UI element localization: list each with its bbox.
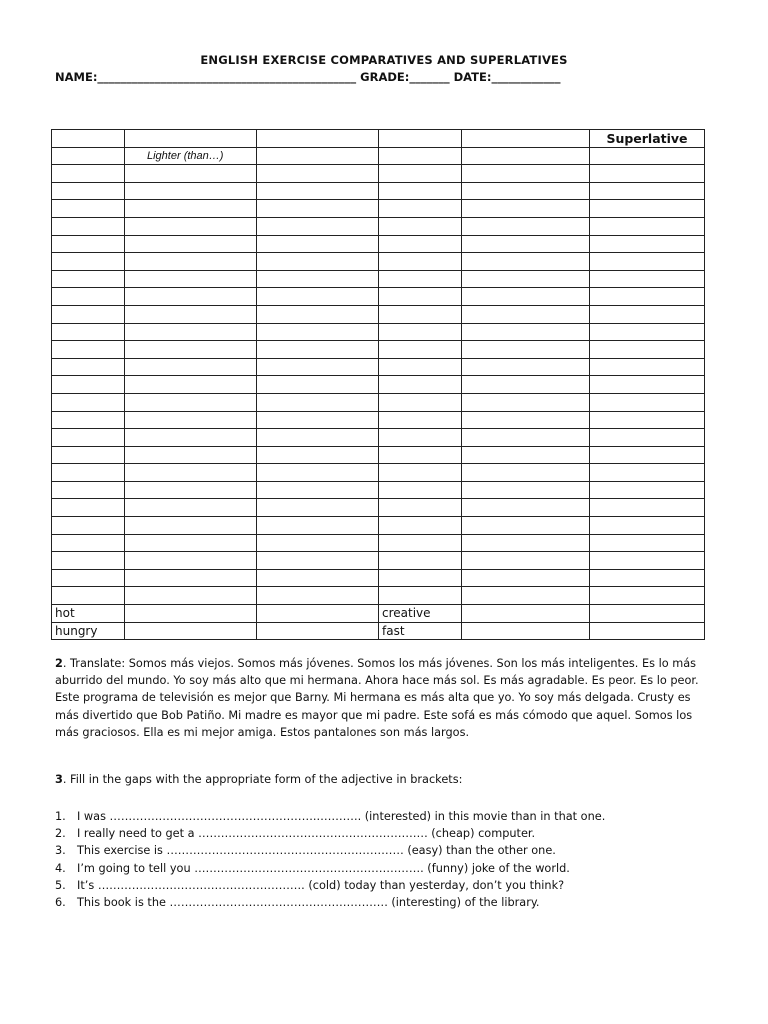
student-info-line: NAME:_____________________________________________ GRADE:_______ DATE:____________	[55, 70, 561, 84]
table-cell[interactable]	[257, 534, 379, 552]
table-cell[interactable]	[257, 200, 379, 218]
table-cell[interactable]	[125, 323, 257, 341]
table-cell[interactable]	[125, 130, 257, 148]
table-cell[interactable]	[462, 393, 590, 411]
table-cell[interactable]	[125, 429, 257, 447]
table-cell[interactable]	[462, 569, 590, 587]
worksheet-title: ENGLISH EXERCISE COMPARATIVES AND SUPERLATIVES	[200, 53, 568, 67]
table-cell[interactable]	[379, 341, 462, 359]
table-cell[interactable]	[257, 341, 379, 359]
table-cell[interactable]	[125, 270, 257, 288]
list-item	[55, 877, 605, 894]
table-cell[interactable]	[379, 464, 462, 482]
table-cell[interactable]	[462, 182, 590, 200]
table-cell[interactable]	[125, 552, 257, 570]
table-cell[interactable]	[590, 147, 705, 165]
table-cell[interactable]	[590, 411, 705, 429]
table-cell[interactable]	[257, 464, 379, 482]
table-cell[interactable]	[379, 569, 462, 587]
instructions-text: . Fill in the gaps with the appropriate form of the adjective in brackets:	[62, 773, 463, 786]
superlative-header: Superlative	[590, 130, 705, 148]
table-cell[interactable]	[462, 305, 590, 323]
item-number: 1.	[55, 810, 66, 823]
table-cell[interactable]	[257, 182, 379, 200]
table-cell[interactable]	[590, 217, 705, 235]
table-cell[interactable]	[125, 517, 257, 535]
table-row	[52, 165, 705, 183]
table-cell[interactable]	[52, 200, 125, 218]
table-cell[interactable]	[125, 605, 257, 623]
table-cell[interactable]	[590, 165, 705, 183]
table-cell[interactable]	[462, 499, 590, 517]
table-cell[interactable]	[257, 323, 379, 341]
table-cell[interactable]	[257, 130, 379, 148]
table-cell[interactable]	[257, 165, 379, 183]
table-cell[interactable]	[590, 341, 705, 359]
table-cell[interactable]	[52, 569, 125, 587]
table-cell[interactable]	[379, 323, 462, 341]
table-row	[52, 305, 705, 323]
table-cell[interactable]	[257, 288, 379, 306]
table-cell[interactable]	[257, 393, 379, 411]
table-row	[52, 481, 705, 499]
table-cell[interactable]	[462, 464, 590, 482]
table-cell[interactable]	[590, 534, 705, 552]
table-row	[52, 429, 705, 447]
table-cell: creative	[379, 605, 462, 623]
table-cell[interactable]	[257, 552, 379, 570]
table-cell[interactable]	[590, 323, 705, 341]
table-row	[52, 622, 705, 640]
table-cell[interactable]	[125, 165, 257, 183]
list-item	[55, 842, 605, 859]
table-cell[interactable]	[257, 270, 379, 288]
table-cell[interactable]	[590, 481, 705, 499]
item-number: 6.	[55, 896, 66, 910]
table-cell[interactable]	[52, 217, 125, 235]
table-cell[interactable]	[379, 217, 462, 235]
item-number: 5.	[55, 878, 66, 892]
table-row	[52, 464, 705, 482]
table-cell[interactable]	[257, 235, 379, 253]
table-row	[52, 499, 705, 517]
table-cell[interactable]	[125, 217, 257, 235]
table-row	[52, 358, 705, 376]
table-cell[interactable]	[379, 305, 462, 323]
table-row	[52, 376, 705, 394]
table-cell[interactable]	[257, 376, 379, 394]
table-cell[interactable]	[257, 605, 379, 623]
list-item	[55, 825, 605, 842]
table-cell[interactable]	[257, 429, 379, 447]
table-row	[52, 323, 705, 341]
table-cell[interactable]	[462, 411, 590, 429]
table-cell[interactable]	[379, 288, 462, 306]
table-cell[interactable]	[462, 288, 590, 306]
table-cell[interactable]	[379, 587, 462, 605]
item-text: I’m going to tell you ……………………………………………………. (funny) joke of the world.	[77, 861, 570, 875]
table-cell[interactable]	[52, 358, 125, 376]
table-cell[interactable]	[379, 499, 462, 517]
gap-fill-list	[55, 808, 605, 911]
table-row	[52, 411, 705, 429]
table-row	[52, 587, 705, 605]
table-cell[interactable]	[52, 323, 125, 341]
table-cell[interactable]	[590, 569, 705, 587]
table-cell[interactable]	[52, 499, 125, 517]
table-cell[interactable]	[125, 288, 257, 306]
table-cell[interactable]	[52, 270, 125, 288]
table-cell[interactable]	[52, 517, 125, 535]
table-cell[interactable]	[125, 305, 257, 323]
table-cell[interactable]	[462, 253, 590, 271]
table-cell[interactable]	[462, 376, 590, 394]
table-cell[interactable]	[52, 288, 125, 306]
table-cell[interactable]	[379, 165, 462, 183]
table-row	[52, 182, 705, 200]
table-cell[interactable]	[462, 446, 590, 464]
table-cell[interactable]	[52, 481, 125, 499]
table-cell[interactable]	[462, 200, 590, 218]
table-cell[interactable]	[257, 217, 379, 235]
table-cell[interactable]	[379, 552, 462, 570]
item-text: I really need to get a ……………………………………………………. (cheap) computer.	[77, 827, 536, 841]
table-cell[interactable]	[257, 147, 379, 165]
table-row	[52, 253, 705, 271]
table-cell[interactable]	[52, 393, 125, 411]
table-cell[interactable]	[379, 182, 462, 200]
table-cell[interactable]	[462, 341, 590, 359]
item-text: This exercise is ……………………………………………………… (easy) than the other one.	[77, 844, 556, 858]
table-cell[interactable]	[52, 253, 125, 271]
table-cell[interactable]	[462, 429, 590, 447]
table-cell[interactable]	[257, 358, 379, 376]
table-cell[interactable]	[462, 605, 590, 623]
section-number: 3	[55, 773, 63, 786]
table-row	[52, 341, 705, 359]
table-cell[interactable]	[590, 305, 705, 323]
table-cell[interactable]	[257, 305, 379, 323]
table-cell[interactable]	[590, 376, 705, 394]
table-cell[interactable]	[52, 587, 125, 605]
table-cell[interactable]	[257, 569, 379, 587]
table-cell[interactable]	[462, 147, 590, 165]
table-cell[interactable]	[379, 411, 462, 429]
table-cell[interactable]	[379, 517, 462, 535]
table-cell[interactable]	[379, 147, 462, 165]
table-cell[interactable]	[125, 393, 257, 411]
table-cell[interactable]	[590, 288, 705, 306]
table-cell[interactable]	[125, 534, 257, 552]
table-cell[interactable]	[125, 235, 257, 253]
table-cell[interactable]	[590, 393, 705, 411]
adjective-table	[51, 129, 705, 640]
table-cell[interactable]	[125, 411, 257, 429]
table-row	[52, 235, 705, 253]
example-hint: Lighter (than…)	[125, 147, 257, 165]
table-cell[interactable]	[379, 481, 462, 499]
table-row	[52, 605, 705, 623]
adjective-table-body	[52, 130, 705, 640]
table-cell[interactable]	[257, 446, 379, 464]
table-cell[interactable]	[590, 235, 705, 253]
table-cell[interactable]	[52, 552, 125, 570]
table-row	[52, 270, 705, 288]
table-cell[interactable]	[125, 569, 257, 587]
table-cell[interactable]	[52, 341, 125, 359]
table-cell[interactable]	[125, 253, 257, 271]
table-cell[interactable]	[379, 200, 462, 218]
table-cell[interactable]	[52, 235, 125, 253]
table-cell[interactable]	[379, 270, 462, 288]
table-cell[interactable]	[462, 323, 590, 341]
table-row	[52, 534, 705, 552]
table-cell: hot	[52, 605, 125, 623]
table-cell[interactable]	[379, 534, 462, 552]
table-cell[interactable]	[125, 587, 257, 605]
table-cell[interactable]	[125, 464, 257, 482]
table-cell[interactable]	[462, 130, 590, 148]
table-cell[interactable]	[52, 165, 125, 183]
table-row	[52, 446, 705, 464]
table-row	[52, 288, 705, 306]
table-cell[interactable]	[52, 429, 125, 447]
table-cell[interactable]	[52, 305, 125, 323]
table-cell[interactable]	[462, 270, 590, 288]
table-cell[interactable]	[379, 235, 462, 253]
item-text: This book is the …………………………………………………. (interesting) of the library.	[77, 896, 540, 910]
table-cell[interactable]	[590, 182, 705, 200]
table-cell[interactable]	[379, 376, 462, 394]
table-cell[interactable]	[52, 464, 125, 482]
table-cell[interactable]	[125, 341, 257, 359]
table-cell[interactable]	[379, 253, 462, 271]
table-cell[interactable]	[125, 182, 257, 200]
table-cell[interactable]	[52, 446, 125, 464]
table-row	[52, 393, 705, 411]
table-cell[interactable]	[590, 429, 705, 447]
table-cell[interactable]	[462, 587, 590, 605]
table-cell[interactable]	[590, 499, 705, 517]
table-cell[interactable]	[379, 358, 462, 376]
table-cell[interactable]	[462, 217, 590, 235]
table-cell[interactable]	[590, 605, 705, 623]
table-cell[interactable]	[462, 358, 590, 376]
table-row	[52, 217, 705, 235]
gap-fill-instructions	[55, 773, 462, 786]
section-number: 2	[55, 657, 63, 670]
table-cell[interactable]	[379, 446, 462, 464]
table-cell[interactable]	[125, 200, 257, 218]
table-cell[interactable]	[462, 552, 590, 570]
table-row	[52, 130, 705, 148]
item-number: 4.	[55, 861, 66, 875]
table-cell[interactable]	[462, 235, 590, 253]
table-cell[interactable]	[125, 481, 257, 499]
table-cell: fast	[379, 622, 462, 640]
table-cell[interactable]	[52, 534, 125, 552]
table-cell[interactable]	[462, 165, 590, 183]
table-cell[interactable]	[257, 499, 379, 517]
item-text: It’s ………………………………………………. (cold) today than yesterday, don’t you think?	[77, 878, 565, 892]
table-cell[interactable]	[462, 517, 590, 535]
table-cell[interactable]	[52, 411, 125, 429]
table-cell[interactable]	[125, 499, 257, 517]
item-number: 2.	[55, 827, 66, 841]
table-cell[interactable]	[590, 200, 705, 218]
translation-exercise	[55, 655, 715, 741]
item-number: 3.	[55, 844, 66, 858]
table-cell[interactable]	[125, 446, 257, 464]
table-cell[interactable]	[379, 393, 462, 411]
table-cell: hungry	[52, 622, 125, 640]
table-cell[interactable]	[257, 253, 379, 271]
table-cell[interactable]	[590, 464, 705, 482]
table-cell[interactable]	[257, 411, 379, 429]
table-cell[interactable]	[590, 587, 705, 605]
table-cell[interactable]	[125, 358, 257, 376]
table-cell[interactable]	[379, 429, 462, 447]
table-cell[interactable]	[52, 182, 125, 200]
table-row	[52, 517, 705, 535]
table-cell[interactable]	[257, 481, 379, 499]
table-cell[interactable]	[257, 622, 379, 640]
table-cell[interactable]	[52, 147, 125, 165]
table-cell[interactable]	[125, 376, 257, 394]
table-cell[interactable]	[125, 622, 257, 640]
table-cell[interactable]	[52, 376, 125, 394]
table-cell[interactable]	[257, 517, 379, 535]
table-cell[interactable]	[590, 253, 705, 271]
item-text: I was ………………………………………………..……….. (interested) in this movie than in that one.	[77, 810, 606, 823]
table-row	[52, 569, 705, 587]
table-cell[interactable]	[257, 587, 379, 605]
table-cell[interactable]	[462, 622, 590, 640]
table-row	[52, 147, 705, 165]
table-cell[interactable]	[590, 446, 705, 464]
table-cell[interactable]	[52, 130, 125, 148]
table-cell[interactable]	[379, 130, 462, 148]
translation-text: . Translate: Somos más viejos. Somos más jóvenes. Somos los más jóvenes. Son los más inteligentes. Es lo más aburrido del mundo. Yo soy más alto que mi hermana. Ahora hace más sol. Es más agradable. Es peor. Es lo peor. Este programa de televisión es mejor que Barny. Mi hermana es más alta que yo. Yo soy más delgada. Crusty es más divertido que Bob Patiño. Mi madre es mayor que mi padre. Este sofá es más cómodo que aquel. Somos los más graciosos. Ella es mi mejor amiga. Estos pantalones son más largos.	[55, 657, 699, 739]
table-cell[interactable]	[462, 481, 590, 499]
table-row	[52, 200, 705, 218]
table-cell[interactable]	[590, 517, 705, 535]
table-cell[interactable]	[462, 534, 590, 552]
list-item	[55, 808, 605, 825]
list-item	[55, 860, 605, 877]
table-row	[52, 552, 705, 570]
list-item	[55, 894, 605, 911]
table-cell[interactable]	[590, 622, 705, 640]
table-cell[interactable]	[590, 358, 705, 376]
table-cell[interactable]	[590, 270, 705, 288]
table-cell[interactable]	[590, 552, 705, 570]
